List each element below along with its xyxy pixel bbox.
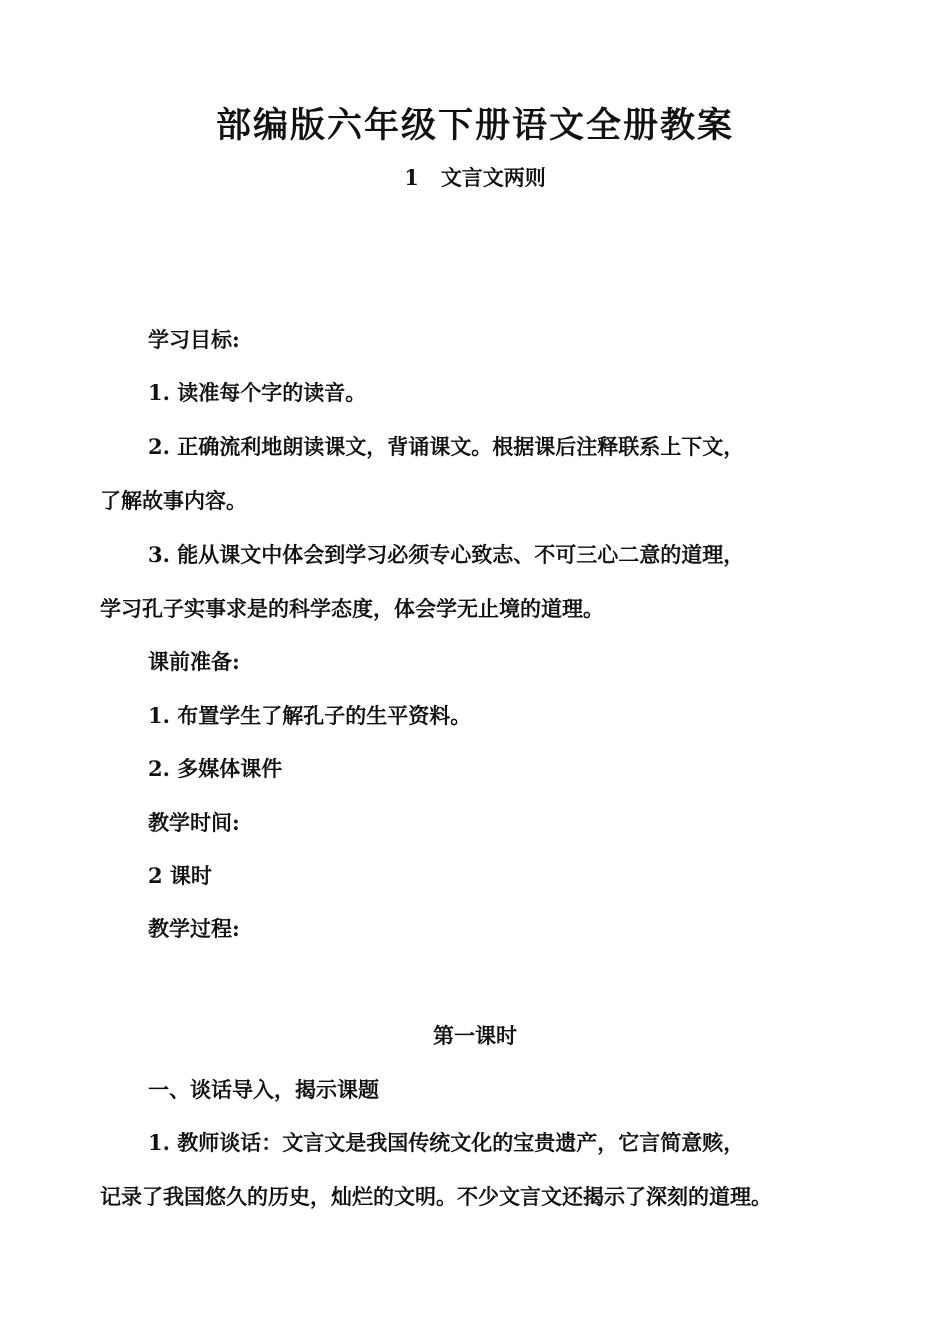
paragraph-line-continued: 记录了我国悠久的历史，灿烂的文明。不少文言文还揭示了深刻的道理。 — [100, 1184, 772, 1209]
teaching-time-value: 2 课时 — [148, 863, 212, 888]
lesson-heading — [0, 162, 950, 194]
section-heading-objectives: 学习目标: — [148, 327, 240, 352]
period-heading: 第一课时 — [433, 1023, 517, 1048]
objective-item-continued: 了解故事内容。 — [100, 488, 247, 513]
objective-item-continued: 学习孔子实事求是的科学态度，体会学无止境的道理。 — [100, 596, 604, 621]
paragraph-line: 1. 教师谈话：文言文是我国传统文化的宝贵遗产，它言简意赅， — [148, 1130, 745, 1155]
section-heading-time: 教学时间: — [148, 810, 240, 835]
document-title: 部编版六年级下册语文全册教案 — [215, 105, 734, 146]
section-heading-process: 教学过程: — [148, 916, 240, 941]
lesson-number: 1 — [404, 165, 419, 190]
preparation-item: 1. 布置学生了解孔子的生平资料。 — [148, 703, 472, 728]
step-heading: 一、谈话导入，揭示课题 — [148, 1077, 379, 1102]
section-heading-preparation: 课前准备: — [148, 649, 240, 674]
objective-item: 1. 读准每个字的读音。 — [148, 380, 367, 405]
preparation-item: 2. 多媒体课件 — [148, 756, 283, 781]
objective-item: 3. 能从课文中体会到学习必须专心致志、不可三心二意的道理， — [148, 542, 745, 567]
objective-item: 2. 正确流利地朗读课文，背诵课文。根据课后注释联系上下文， — [148, 434, 745, 459]
lesson-title: 文言文两则 — [440, 165, 546, 190]
